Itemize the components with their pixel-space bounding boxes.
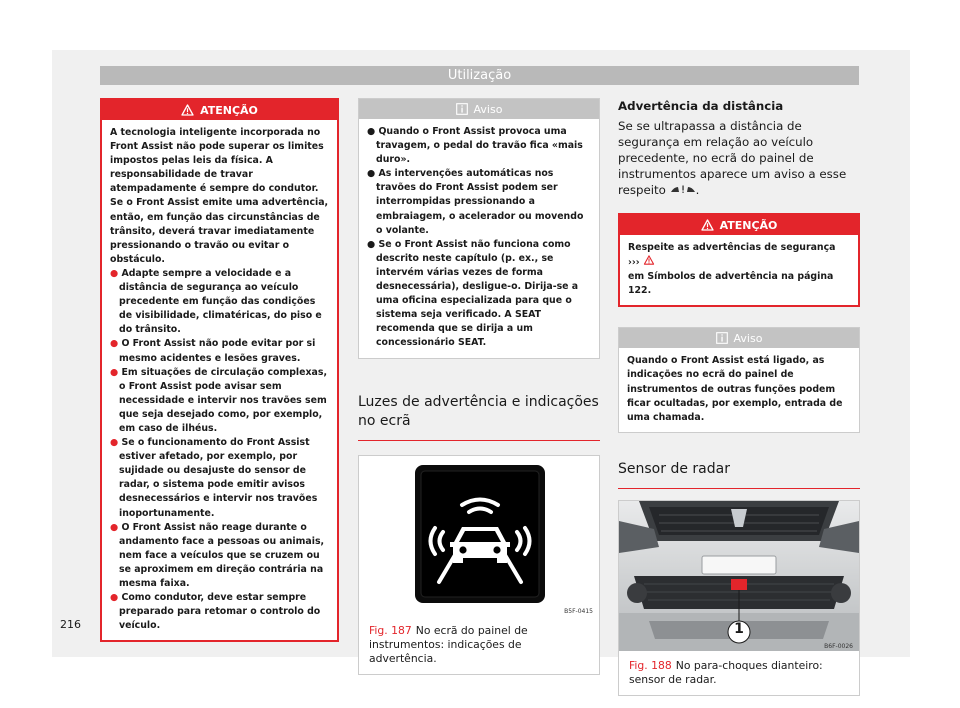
column-3 (618, 98, 860, 696)
warning-label: ATENÇÃO (200, 103, 258, 117)
list-item: ● Quando o Front Assist provoca uma travagem, o pedal do travão fica «mais duro». (367, 126, 583, 166)
figure-code: B6F-0026 (824, 642, 853, 650)
warning-bar (102, 100, 337, 120)
warning-intro: A tecnologia inteligente incorporada no Front Assist não pode superar os limites impostos pelas leis da física. A responsabilidade de travar atempadamente é sempre do condutor. Se o Front Assist emite uma advertência, então, em função das circunstâncias de trânsito, deverá travar imediatamente pressionando o travão ou evitar o obstáculo. (110, 127, 329, 265)
display-warning-image (359, 456, 599, 616)
figure-image (359, 456, 599, 616)
note-label: Aviso (473, 102, 503, 116)
column-1 (100, 98, 339, 642)
info-icon (716, 332, 728, 344)
note-body (359, 119, 599, 358)
figure-callout: 1 (734, 620, 744, 637)
page-number: 216 (60, 618, 81, 631)
page-header: Utilização (100, 66, 859, 85)
warning-bar (620, 215, 858, 235)
list-item: ● Como condutor, deve estar sempre preparado para retomar o controlo do veículo. (110, 592, 321, 632)
list-item: ● O Front Assist não reage durante o andamento face a pessoas ou animais, nem face a veículos que se cruzem ou se aproximem em direção contrária na mesma faixa. (110, 521, 325, 589)
warning-box (100, 98, 339, 642)
warning-triangle-icon (181, 104, 194, 116)
list-item: ● O Front Assist não pode evitar por si mesmo acidentes e lesões graves. (110, 338, 316, 364)
info-icon (456, 103, 468, 115)
heading-distance-warning: Advertência da distância (618, 99, 784, 113)
note-box (618, 327, 860, 432)
note-label: Aviso (733, 331, 763, 345)
list-item: ● Se o Front Assist não funciona como descrito neste capítulo (p. ex., se intervém várias vezes de forma desnecessária), desligue-o. Dirija-se a uma oficina especializada para que o sistema seja verificado. A SEAT recomenda que se dirija a um concessionário SEAT. (367, 238, 579, 349)
cross-reference-arrows[interactable]: ››› (628, 257, 640, 269)
note-bar (619, 328, 859, 348)
paragraph: Se se ultrapassa a distância de segurança em relação ao veículo precedente, no ecrã do painel de instrumentos aparece um aviso a esse respeito . (618, 119, 847, 197)
figure-caption: Fig. 188 No para-choques dianteiro: sensor de radar. (629, 658, 823, 686)
note-bar (359, 99, 599, 119)
warning-body: Respeite as advertências de segurança ››› em Símbolos de advertência na página 122. (628, 242, 836, 297)
list-item: ● As intervenções automáticas nos travões do Front Assist podem ser interrompidas pressionando a embraiagem, o acelerador ou movendo o volante. (367, 168, 584, 236)
figure-code: B5F-0415 (564, 607, 593, 615)
figure-caption: Fig. 187 No ecrã do painel de instrumentos: indicações de advertência. (369, 623, 528, 665)
section-title: Sensor de radar (618, 460, 860, 489)
list-item: ● Em situações de circulação complexas, o Front Assist pode avisar sem necessidade e intervir nos travões sem que seja desejado como, por exemplo, em caso de ilhéus. (110, 366, 328, 434)
list-item: ● Se o funcionamento do Front Assist estiver afetado, por exemplo, por sujidade ou desajuste do sensor de radar, o sistema pode emitir avisos desnecessários e intervir nos travões inoportunamente. (110, 437, 318, 519)
warning-box (618, 213, 860, 307)
column-2 (358, 98, 600, 675)
figure-187 (358, 455, 600, 675)
warning-triangle-icon (643, 257, 655, 268)
figure-image (619, 501, 859, 651)
cross-reference[interactable]: em Símbolos de advertência na página 122. (628, 271, 834, 297)
note-body: Quando o Front Assist está ligado, as indicações no ecrã do painel de instrumentos de outras funções podem ficar ocultadas, por exemplo, entrada de uma chamada. (627, 355, 843, 423)
warning-body (102, 120, 337, 640)
list-item: ● Adapte sempre a velocidade e a distância de segurança ao veículo precedente em função das condições de visibilidade, climatéricas, do piso e do trânsito. (110, 267, 322, 336)
section-title: Luzes de advertência e indicações no ecrã (358, 393, 600, 441)
warning-label: ATENÇÃO (719, 218, 778, 232)
distance-warning-icon (670, 183, 696, 197)
warning-triangle-icon (701, 219, 714, 231)
figure-188 (618, 500, 860, 696)
note-box (358, 98, 600, 359)
